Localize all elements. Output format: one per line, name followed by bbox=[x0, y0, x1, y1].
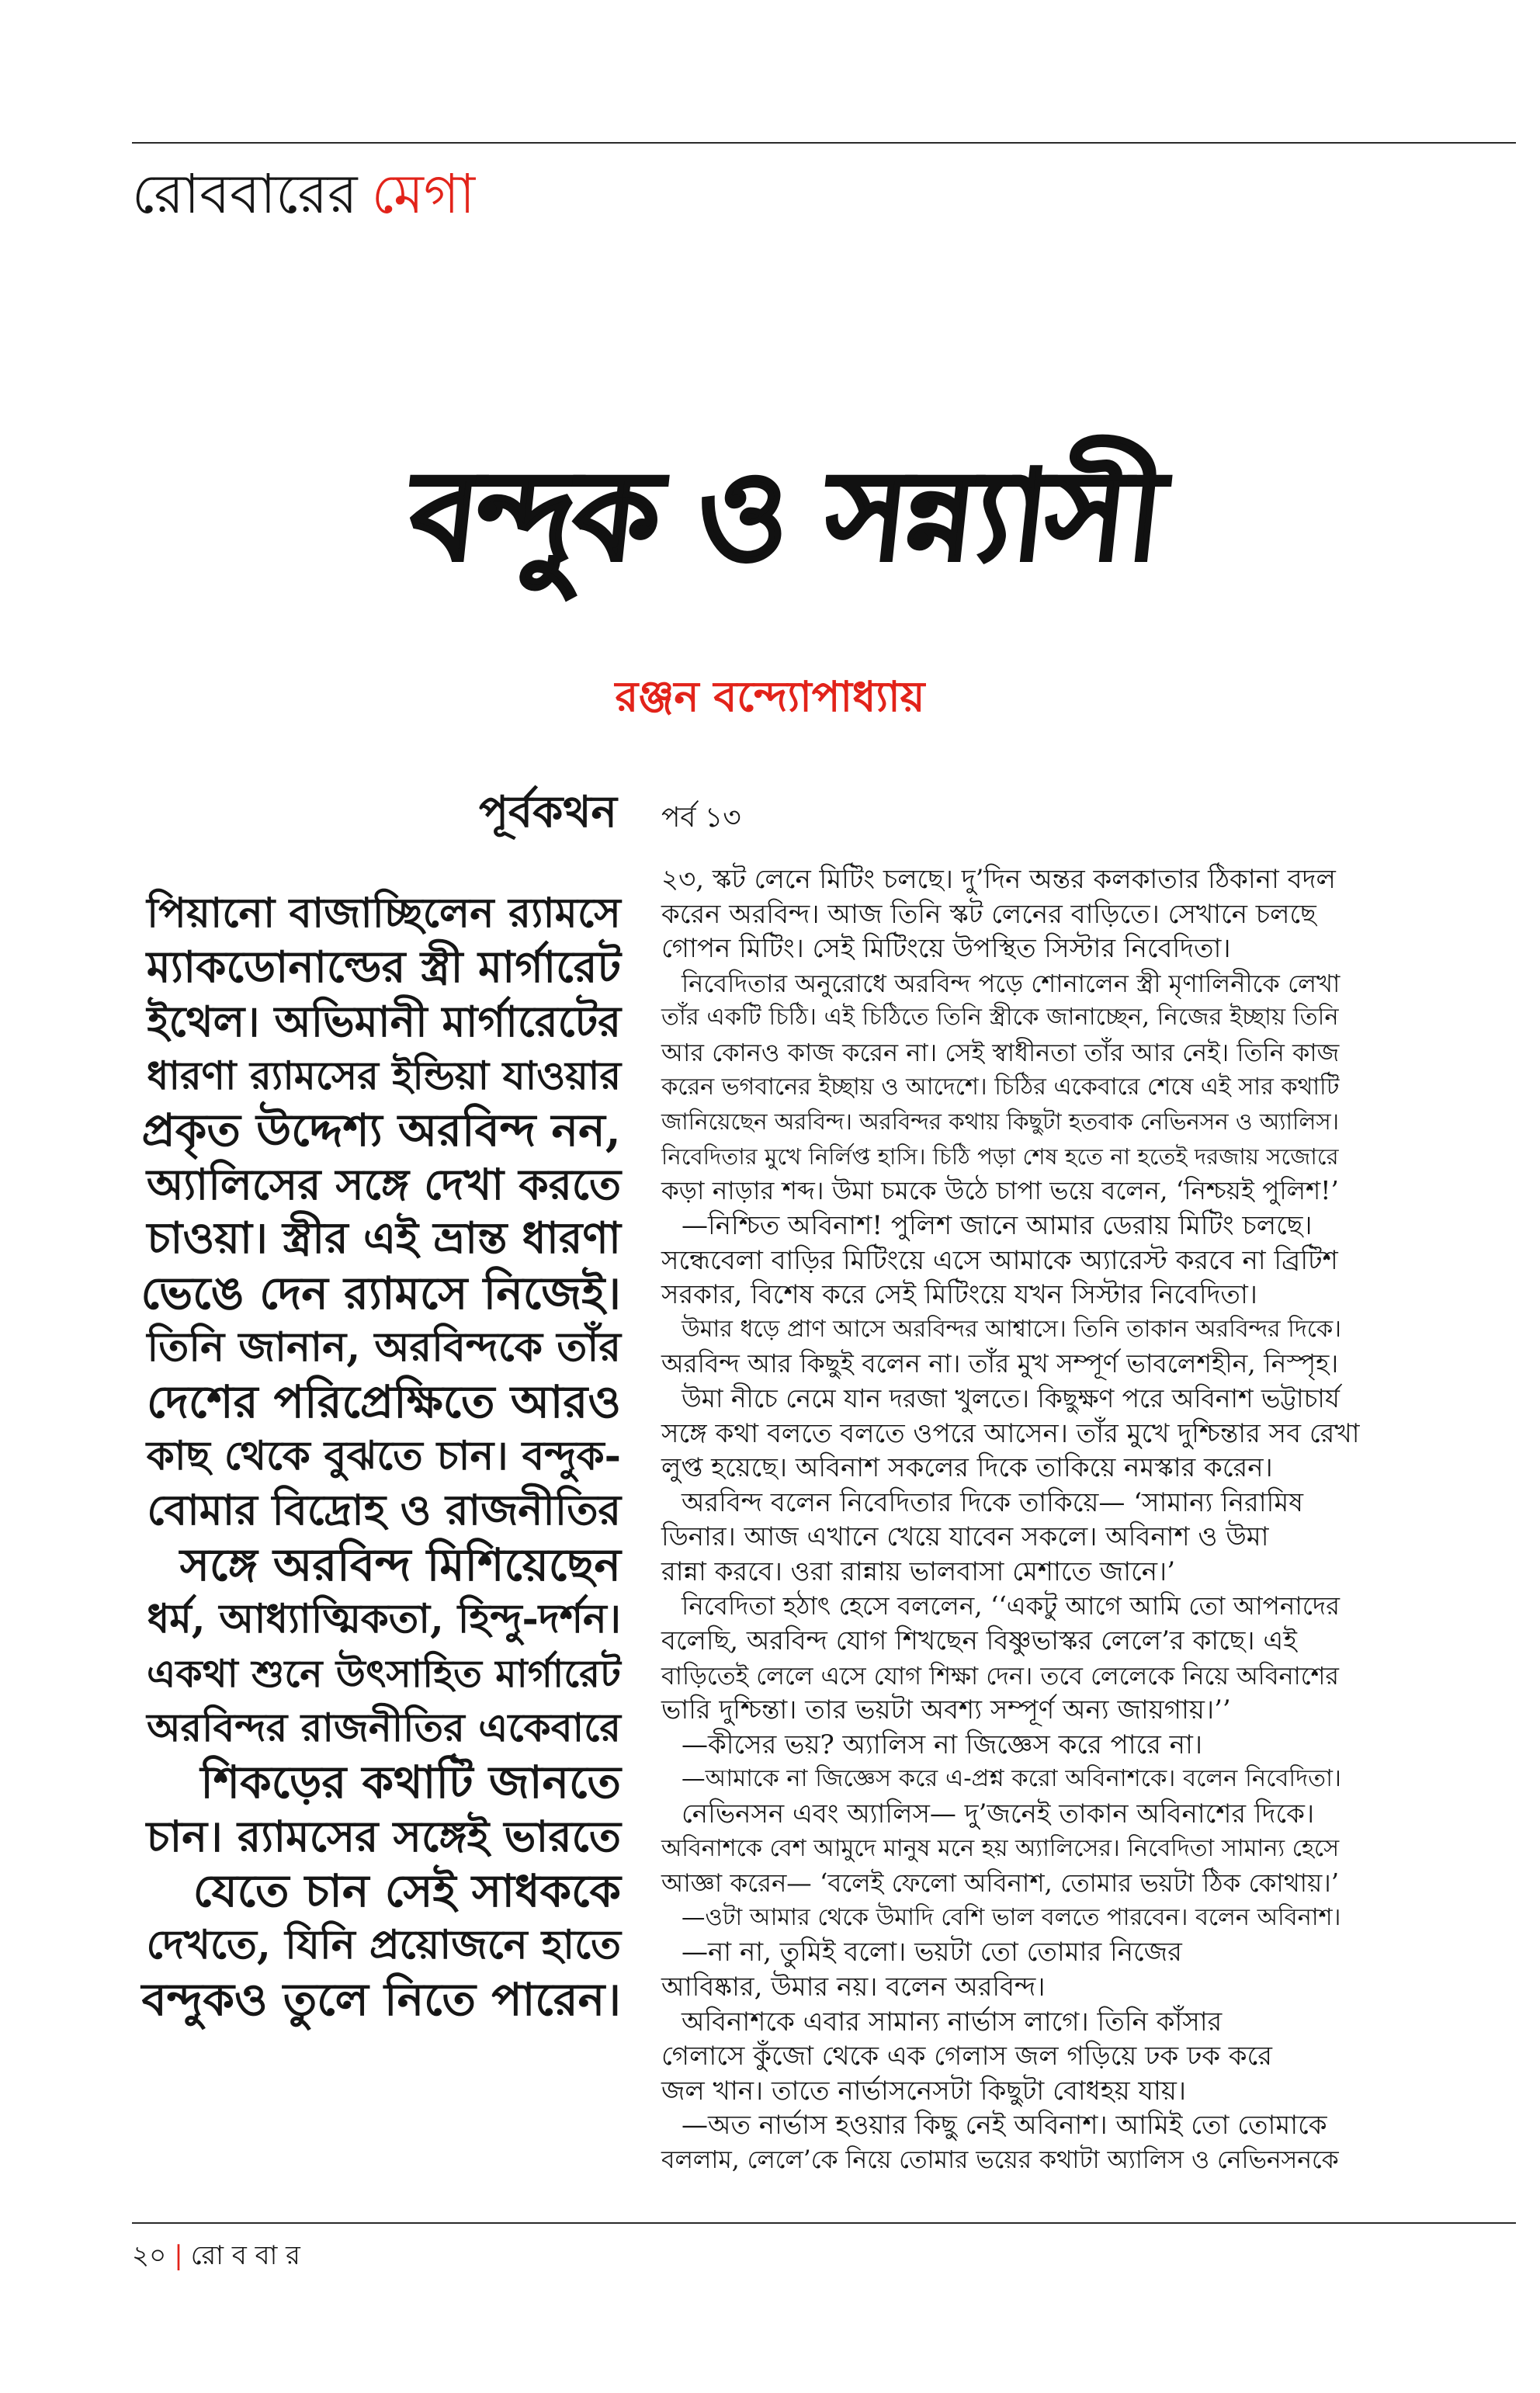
episode-line: উমার ধড়ে প্রাণ আসে অরবিন্দর আশ্বাসে। তিনি তাকান অরবিন্দর দিকে। bbox=[682, 1315, 1341, 1343]
recap-line: তিনি জানান, অরবিন্দকে তাঁর bbox=[147, 1323, 621, 1371]
recap-line: যেতে চান সেই সাধককে bbox=[192, 1864, 621, 1917]
magazine-name: রো ব বা র bbox=[190, 2240, 300, 2271]
episode-line: অবিনাশকে বেশ আমুদে মানুষ মনে হয় অ্যালিসের। নিবেদিতা সামান্য হেসে bbox=[661, 1834, 1340, 1862]
episode-line: সরকার, বিশেষ করে সেই মিটিংয়ে যখন সিস্টার নিবেদিতা। bbox=[661, 1279, 1257, 1311]
episode-paragraph bbox=[661, 1935, 1360, 2004]
episode-paragraph bbox=[661, 1589, 1360, 1727]
episode-line: —ওটা আমার থেকে উমাদি বেশি ভাল বলতে পারবেন। বলেন অবিনাশ। bbox=[682, 1903, 1341, 1931]
recap-line: চাওয়া। স্ত্রীর এই ভ্রান্ত ধারণা bbox=[147, 1213, 621, 1264]
recap-line: ইথেল। অভিমানী মার্গারেটের bbox=[147, 997, 621, 1046]
episode-line: নেভিনসন এবং অ্যালিস— দু’জনেই তাকান অবিনাশের দিকে। bbox=[682, 1798, 1315, 1830]
recap-line: পিয়ানো বাজাচ্ছিলেন র‍্যামসে bbox=[147, 889, 621, 937]
episode-line: গোপন মিটিং। সেই মিটিংয়ে উপস্থিত সিস্টার নিবেদিতা। bbox=[661, 933, 1231, 965]
episode-line: বলেছি, অরবিন্দ যোগ শিখছেন বিষ্ণুভাস্কর লেলে’র কাছে। এই bbox=[661, 1625, 1297, 1657]
recap-line: একথা শুনে উৎসাহিত মার্গারেট bbox=[146, 1651, 621, 1696]
episode-paragraph bbox=[661, 2108, 1360, 2177]
episode-line: আর কোনও কাজ করেন না। সেই স্বাধীনতা তাঁর আর নেই। তিনি কাজ bbox=[661, 1037, 1340, 1067]
page-number: ২০ bbox=[132, 2240, 167, 2271]
episode-line: —কীসের ভয়? অ্যালিস না জিজ্ঞেস করে পারে না। bbox=[682, 1729, 1202, 1760]
episode-line: —না না, তুমিই বলো। ভয়টা তো তোমার নিজের bbox=[682, 1937, 1182, 1968]
recap-line: শিকড়ের কথাটি জানতে bbox=[200, 1756, 621, 1809]
episode-line: রান্না করবে। ওরা রান্নায় ভালবাসা মেশাতে জানে।’ bbox=[661, 1555, 1176, 1587]
episode-line: ডিনার। আজ এখানে খেয়ে যাবেন সকলে। অবিনাশ ও উমা bbox=[661, 1521, 1269, 1553]
episode-line: জল খান। তাতে নার্ভাসনেসটা কিছুটা বোধহয় যায়। bbox=[661, 2075, 1187, 2107]
recap-line: ধর্ম, আধ্যাত্মিকতা, হিন্দু-দর্শন। bbox=[147, 1596, 621, 1642]
episode-line: —নিশ্চিত অবিনাশ! পুলিশ জানে আমার ডেরায় মিটিং চলছে। bbox=[682, 1209, 1313, 1241]
footer-separator: | bbox=[174, 2240, 183, 2271]
section-label: রোববারের bbox=[132, 162, 358, 226]
episode-paragraph bbox=[661, 1797, 1360, 1901]
episode-line: তাঁর একটি চিঠি। এই চিঠিতে তিনি স্ত্রীকে জানাচ্ছেন, নিজের ইচ্ছায় তিনি bbox=[661, 1004, 1339, 1032]
episode-line: গেলাসে কুঁজো থেকে এক গেলাস জল গড়িয়ে ঢক ঢক করে bbox=[661, 2041, 1272, 2072]
episode-paragraph bbox=[661, 1901, 1360, 1936]
recap-column bbox=[132, 886, 621, 2027]
episode-line: উমা নীচে নেমে যান দরজা খুলতে। কিছুক্ষণ পরে অবিনাশ ভট্টাচার্য bbox=[682, 1382, 1340, 1413]
episode-line: করেন ভগবানের ইচ্ছায় ও আদেশে। চিঠির একেবারে শেষে এই সার কথাটি bbox=[661, 1073, 1340, 1101]
episode-paragraph bbox=[661, 2005, 1360, 2109]
recap-line: দেখতে, যিনি প্রয়োজনে হাতে bbox=[146, 1921, 621, 1968]
episode-line: করেন অরবিন্দ। আজ তিনি স্কট লেনের বাড়িতে। সেখানে চলছে bbox=[661, 898, 1316, 930]
recap-line: প্রকৃত উদ্দেশ্য অরবিন্দ নন, bbox=[141, 1104, 621, 1157]
episode-line: অরবিন্দ আর কিছুই বলেন না। তাঁর মুখ সম্পূর্ণ ভাবলেশহীন, নিস্পৃহ। bbox=[661, 1348, 1339, 1379]
episode-label: পর্ব ১৩ bbox=[661, 802, 741, 834]
recap-line: অ্যালিসের সঙ্গে দেখা করতে bbox=[146, 1159, 621, 1209]
episode-paragraph bbox=[661, 966, 1360, 1209]
episode-line: —অত নার্ভাস হওয়ার কিছু নেই অবিনাশ। আমিই তো তোমাকে bbox=[682, 2110, 1327, 2142]
bottom-rule bbox=[132, 2222, 1516, 2224]
episode-line: অরবিন্দ বলেন নিবেদিতার দিকে তাকিয়ে— ‘সামান্য নিরামিষ bbox=[682, 1486, 1303, 1518]
episode-line: ২৩, স্কট লেনে মিটিং চলছে। দু’দিন অন্তর কলকাতার ঠিকানা বদল bbox=[661, 864, 1336, 895]
episode-paragraph bbox=[661, 1486, 1360, 1590]
recap-line: ভেঙে দেন র‍্যামসে নিজেই। bbox=[140, 1267, 621, 1320]
episode-paragraph bbox=[661, 862, 1360, 966]
recap-line: বন্দুকও তুলে নিতে পারেন। bbox=[141, 1973, 621, 2026]
episode-line: লুপ্ত হয়েছে। অবিনাশ সকলের দিকে তাকিয়ে নমস্কার করেন। bbox=[661, 1452, 1273, 1484]
episode-line: নিবেদিতা হঠাৎ হেসে বললেন, ‘‘একটু আগে আমি তো আপনাদের bbox=[682, 1591, 1341, 1621]
story-title: বন্দুক ও সন্ন্যাসী bbox=[403, 443, 1168, 588]
episode-line: আবিষ্কার, উমার নয়। বলেন অরবিন্দ। bbox=[661, 1972, 1046, 2003]
episode-paragraph bbox=[661, 1313, 1360, 1382]
episode-line: কড়া নাড়ার শব্দ। উমা চমকে উঠে চাপা ভয়ে বলেন, ‘নিশ্চয়ই পুলিশ!’ bbox=[661, 1176, 1339, 1206]
episode-paragraph bbox=[661, 1762, 1360, 1797]
episode-line: বাড়িতেই লেলে এসে যোগ শিক্ষা দেন। তবে লেলেকে নিয়ে অবিনাশের bbox=[661, 1660, 1339, 1691]
page-footer bbox=[132, 2235, 300, 2276]
recap-line: ম্যাকডোনাল্ডের স্ত্রী মার্গারেট bbox=[146, 942, 621, 993]
top-rule bbox=[132, 142, 1516, 144]
recap-line: ধারণা র‍্যামসের ইন্ডিয়া যাওয়ার bbox=[147, 1053, 621, 1098]
episode-paragraph bbox=[661, 1382, 1360, 1486]
episode-line: সঙ্গে কথা বলতে বলতে ওপরে আসেন। তাঁর মুখে দুশ্চিন্তার সব রেখা bbox=[661, 1417, 1360, 1449]
episode-paragraph bbox=[661, 1209, 1360, 1313]
episode-line: আজ্ঞা করেন— ‘বলেই ফেলো অবিনাশ, তোমার ভয়টা ঠিক কোথায়।’ bbox=[661, 1868, 1340, 1899]
episode-paragraph bbox=[661, 1728, 1360, 1763]
episode-column bbox=[661, 862, 1360, 2178]
section-header bbox=[132, 158, 475, 230]
episode-line: জানিয়েছেন অরবিন্দ। অরবিন্দর কথায় কিছুটা হতবাক নেভিনসন ও অ্যালিস। bbox=[661, 1108, 1340, 1136]
recap-line: সঙ্গে অরবিন্দ মিশিয়েছেন bbox=[179, 1538, 621, 1591]
episode-line: বললাম, লেলে’কে নিয়ে তোমার ভয়ের কথাটা অ্যালিস ও নেভিনসনকে bbox=[661, 2145, 1339, 2174]
recap-line: কাছ থেকে বুঝতে চান। বন্দুক- bbox=[146, 1433, 621, 1479]
episode-line: ভারি দুশ্চিন্তা। তার ভয়টা অবশ্য সম্পূর্ণ অন্য জায়গায়।’’ bbox=[661, 1694, 1231, 1726]
recap-line: দেশের পরিপ্রেক্ষিতে আরও bbox=[146, 1375, 621, 1428]
episode-line: সন্ধেবেলা বাড়ির মিটিংয়ে এসে আমাকে অ্যারেস্ট করবে না ব্রিটিশ bbox=[661, 1244, 1338, 1276]
episode-line: নিবেদিতার মুখে নির্লিপ্ত হাসি। চিঠি পড়া শেষ হতে না হতেই দরজায় সজোরে bbox=[661, 1143, 1339, 1170]
recap-line: বোমার বিদ্রোহ ও রাজনীতির bbox=[147, 1486, 621, 1535]
episode-line: অবিনাশকে এবার সামান্য নার্ভাস লাগে। তিনি কাঁসার bbox=[682, 2006, 1223, 2038]
recap-heading: পূর্বকথন bbox=[478, 786, 617, 838]
recap-line: চান। র‍্যামসের সঙ্গেই ভারতে bbox=[146, 1811, 621, 1861]
section-highlight: মেগা bbox=[371, 162, 476, 226]
episode-line: —আমাকে না জিজ্ঞেস করে এ-প্রশ্ন করো অবিনাশকে। বলেন নিবেদিতা। bbox=[682, 1765, 1341, 1793]
recap-line: অরবিন্দর রাজনীতির একেবারে bbox=[147, 1705, 621, 1750]
author-name: রঞ্জন বন্দ্যোপাধ্যায় bbox=[615, 671, 925, 721]
episode-line: নিবেদিতার অনুরোধে অরবিন্দ পড়ে শোনালেন স্ত্রী মৃণালিনীকে লেখা bbox=[682, 968, 1341, 998]
